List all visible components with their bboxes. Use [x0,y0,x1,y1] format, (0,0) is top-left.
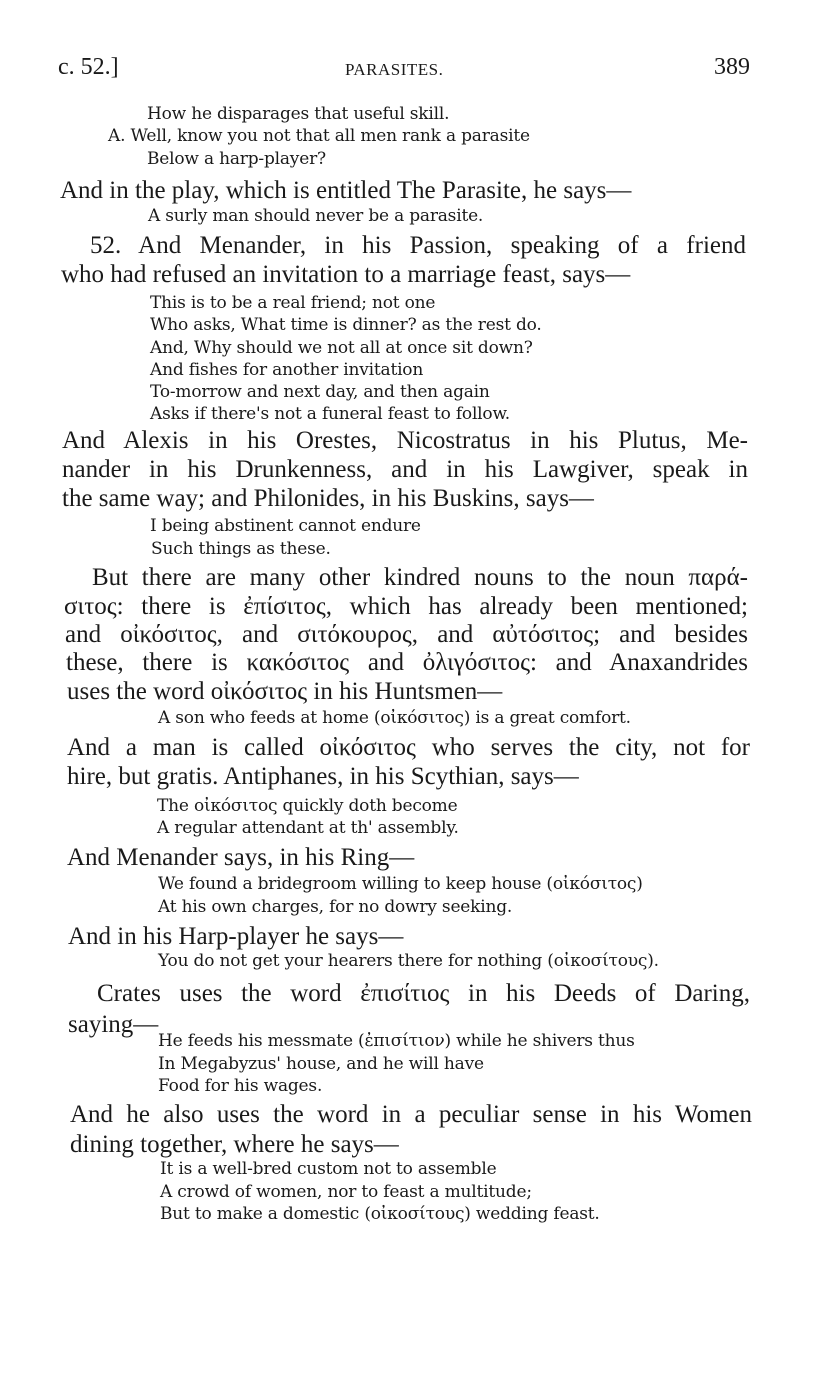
prose-line: And Menander says, in his Ring— [67,844,415,871]
verse-line: And fishes for another invitation [150,360,424,380]
verse-line: Who asks, What time is dinner? as the rest do. [150,315,542,335]
verse-line: A crowd of women, nor to feast a multitude; [160,1182,532,1202]
verse-line: The οἰκόσιτος quickly doth become [157,796,458,816]
prose-line: Crates uses the word ἐπισίτιος in his Deeds of Daring, [97,980,750,1007]
page-number: 389 [714,54,750,80]
verse-line: A son who feeds at home (οἰκόσιτος) is a great comfort. [158,708,631,728]
verse-line: A surly man should never be a parasite. [148,206,484,226]
running-title: PARASITES. [345,60,444,79]
prose-line: 52. And Menander, in his Passion, speaking of a friend [90,232,746,259]
prose-line: σιτος: there is ἐπίσιτος, which has already been mentioned; [64,593,748,620]
prose-line: But there are many other kindred nouns to the noun παρά- [92,564,748,591]
verse-line: A. Well, know you not that all men rank a parasite [108,126,530,146]
prose-line: who had refused an invitation to a marriage feast, says— [61,261,631,288]
prose-line: nander in his Drunkenness, and in his Lawgiver, speak in [62,456,748,483]
prose-line: hire, but gratis. Antiphanes, in his Scythian, says— [67,763,579,790]
verse-line: This is to be a real friend; not one [150,293,436,313]
chapter-reference: c. 52.] [58,54,119,80]
verse-line: I being abstinent cannot endure [150,516,421,536]
verse-line: A regular attendant at th' assembly. [157,818,459,838]
prose-line: and οἰκόσιτος, and σιτόκουρος, and αὐτόσιτος; and besides [65,621,748,648]
prose-line: And Alexis in his Orestes, Nicostratus in his Plutus, Me- [62,427,748,454]
prose-line: And in the play, which is entitled The Parasite, he says— [60,177,632,204]
verse-line: Below a harp-player? [147,149,326,169]
verse-line: To-morrow and next day, and then again [150,382,490,402]
verse-line: It is a well-bred custom not to assemble [160,1159,497,1179]
verse-line: He feeds his messmate (ἐπισίτιον) while he shivers thus [158,1031,635,1051]
verse-line: We found a bridegroom willing to keep house (οἰκόσιτος) [158,874,643,894]
verse-line: Such things as these. [151,539,331,559]
prose-line: these, there is κακόσιτος and ὀλιγόσιτος: and Anaxandrides [66,649,748,676]
prose-line: And he also uses the word in a peculiar sense in his Women [70,1101,752,1128]
verse-line: In Megabyzus' house, and he will have [158,1054,484,1074]
verse-line: How he disparages that useful skill. [147,104,450,124]
prose-line: the same way; and Philonides, in his Buskins, says— [62,485,594,512]
verse-line: At his own charges, for no dowry seeking. [158,897,513,917]
verse-line: And, Why should we not all at once sit down? [150,338,533,358]
verse-line: You do not get your hearers there for nothing (οἰκοσίτους). [158,951,659,971]
verse-line: Asks if there's not a funeral feast to follow. [150,404,510,424]
verse-line: But to make a domestic (οἰκοσίτους) wedding feast. [160,1204,600,1224]
prose-line: And in his Harp-player he says— [68,923,404,950]
prose-line: uses the word οἰκόσιτος in his Huntsmen— [67,678,503,705]
prose-line: saying— [68,1011,159,1038]
prose-line: dining together, where he says— [70,1131,399,1158]
verse-line: Food for his wages. [158,1076,323,1096]
prose-line: And a man is called οἰκόσιτος who serves the city, not for [67,734,750,761]
running-header [58,54,758,90]
